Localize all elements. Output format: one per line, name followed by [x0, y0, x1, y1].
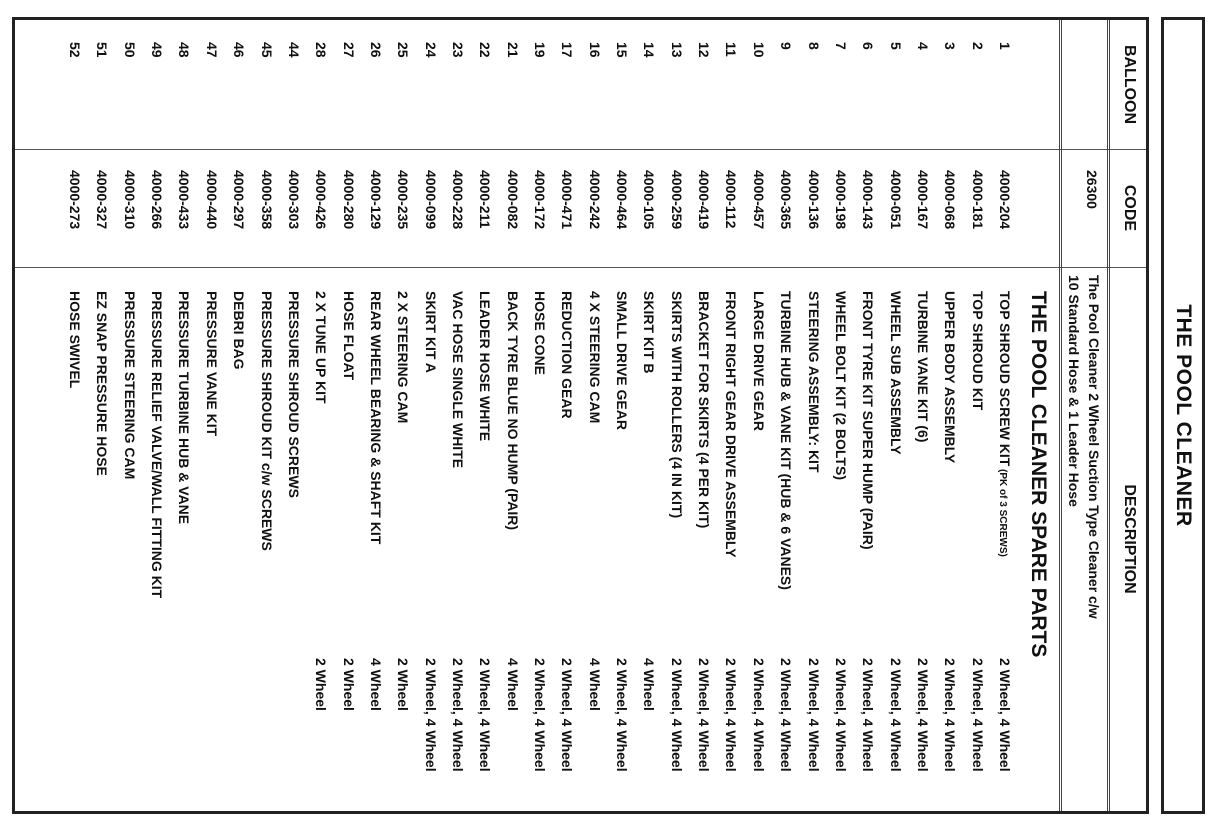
balloon-number: 7 [832, 42, 849, 50]
main-item-code: 26300 [1084, 170, 1100, 209]
part-code: 4000-297 [231, 170, 248, 230]
part-code: 4000-172 [532, 170, 549, 230]
parts-table [12, 17, 1149, 814]
balloon-number: 2 [969, 42, 986, 50]
balloon-number: 8 [805, 42, 822, 50]
part-description: TOP SHROUD KIT [969, 291, 986, 411]
column-divider [15, 267, 1146, 268]
part-code: 4000-259 [668, 170, 685, 230]
title-box [1161, 17, 1205, 814]
part-description: LARGE DRIVE GEAR [750, 291, 767, 432]
document-title: THE POOL CLEANER [1172, 304, 1195, 527]
part-description: SKIRT KIT B [641, 291, 658, 374]
balloon-number: 14 [641, 42, 658, 58]
balloon-number: 16 [586, 42, 603, 58]
balloon-number: 19 [532, 42, 549, 58]
part-applies-to: 2 Wheel, 4 Wheel [997, 658, 1013, 772]
part-description: DEBRI BAG [231, 291, 248, 370]
header-balloon: BALLOON [1121, 44, 1138, 125]
part-description: SKIRT KIT A [422, 291, 439, 373]
part-applies-to: 2 Wheel, 4 Wheel [450, 658, 466, 772]
balloon-number: 44 [285, 42, 302, 58]
part-code: 4000-129 [367, 170, 384, 230]
part-code: 4000-303 [285, 170, 302, 230]
part-description: HOSE FLOAT [340, 291, 357, 381]
part-code: 4000-112 [723, 170, 740, 229]
part-description: TURBINE HUB & VANE KIT (HUB & 6 VANES) [778, 291, 795, 590]
balloon-number: 45 [258, 42, 275, 58]
part-description: PRESSURE STEERING CAM [121, 291, 138, 480]
part-note: (PK of 3 SCREWS) [997, 466, 1008, 557]
balloon-number: 22 [477, 42, 494, 58]
part-code: 4000-136 [805, 170, 822, 230]
part-description: 4 X STEERING CAM [586, 291, 603, 424]
part-applies-to: 2 Wheel, 4 Wheel [614, 658, 631, 772]
part-applies-to: 4 Wheel [367, 658, 384, 711]
part-code: 4000-471 [559, 170, 576, 230]
part-description: WHEEL BOLT KIT (2 BOLTS) [832, 291, 849, 480]
part-code: 4000-433 [176, 170, 193, 230]
part-description: WHEEL SUB ASSEMBLY [887, 291, 904, 455]
part-code: 4000-228 [450, 170, 466, 230]
part-description: PRESSURE SHROUD SCREWS [285, 291, 302, 498]
part-applies-to: 2 Wheel, 4 Wheel [832, 658, 849, 772]
part-applies-to: 2 Wheel [340, 658, 357, 711]
part-description: UPPER BODY ASSEMBLY [942, 291, 959, 464]
part-applies-to: 2 Wheel, 4 Wheel [668, 658, 685, 772]
part-description: SKIRTS WITH ROLLERS (4 IN KIT) [668, 291, 685, 519]
part-code: 4000-204 [997, 170, 1013, 230]
part-code: 4000-426 [313, 170, 330, 230]
balloon-number: 26 [367, 42, 384, 58]
part-applies-to: 2 Wheel, 4 Wheel [723, 658, 740, 772]
part-code: 4000-068 [942, 170, 959, 230]
part-code: 4000-310 [121, 170, 138, 230]
part-code: 4000-099 [422, 170, 439, 230]
balloon-number: 1 [997, 42, 1013, 50]
part-description: 2 X TUNE UP KIT [313, 291, 330, 404]
part-applies-to: 2 Wheel [313, 658, 330, 711]
part-description: 2 X STEERING CAM [395, 291, 412, 424]
main-item-description [1064, 275, 1104, 619]
part-applies-to: 2 Wheel, 4 Wheel [942, 658, 959, 772]
column-divider [15, 149, 1146, 150]
balloon-number: 9 [778, 42, 795, 50]
part-description: HOSE SWIVEL [67, 291, 84, 389]
part-code: 4000-167 [914, 170, 931, 230]
part-description: SMALL DRIVE GEAR [614, 291, 631, 430]
part-code: 4000-464 [614, 170, 631, 230]
part-description: TOP SHROUD SCREW KIT (PK of 3 SCREWS) [997, 291, 1013, 557]
part-description: STEERING ASSEMBLY: KIT [805, 291, 822, 473]
balloon-number: 50 [121, 42, 138, 58]
balloon-number: 3 [942, 42, 959, 50]
part-applies-to: 2 Wheel, 4 Wheel [696, 658, 713, 772]
part-code: 4000-280 [340, 170, 357, 230]
part-applies-to: 2 Wheel, 4 Wheel [860, 658, 877, 772]
part-applies-to: 2 Wheel, 4 Wheel [914, 658, 931, 772]
part-code: 4000-242 [586, 170, 603, 230]
part-applies-to: 4 Wheel [641, 658, 658, 711]
part-description: EZ SNAP PRESSURE HOSE [94, 291, 111, 476]
part-code: 4000-365 [778, 170, 795, 230]
main-item-description-line: The Pool Cleaner 2 Wheel Suction Type Cleaner c/w [1086, 275, 1102, 619]
balloon-number: 49 [149, 42, 166, 58]
part-applies-to: 2 Wheel [395, 658, 412, 711]
part-applies-to: 2 Wheel, 4 Wheel [778, 658, 795, 772]
part-description: FRONT RIGHT GEAR DRIVE ASSEMBLY [723, 291, 740, 558]
header-separator [1056, 20, 1062, 811]
part-code: 4000-457 [750, 170, 767, 230]
balloon-number: 21 [504, 42, 521, 58]
part-description: VAC HOSE SINGLE WHITE [450, 291, 466, 469]
part-description: REDUCTION GEAR [559, 291, 576, 419]
part-code: 4000-143 [860, 170, 877, 230]
balloon-number: 6 [860, 42, 877, 50]
balloon-number: 11 [723, 42, 740, 57]
header-description: DESCRIPTION [1121, 484, 1138, 594]
balloon-number: 23 [450, 42, 466, 58]
balloon-number: 12 [696, 42, 713, 58]
part-applies-to: 2 Wheel, 4 Wheel [887, 658, 904, 772]
part-code: 4000-105 [641, 170, 658, 230]
balloon-number: 25 [395, 42, 412, 58]
part-applies-to: 2 Wheel, 4 Wheel [422, 658, 439, 772]
main-item-description-line: 10 Standard Hose & 1 Leader Hose [1066, 275, 1082, 507]
balloon-number: 27 [340, 42, 357, 58]
header-code: CODE [1121, 184, 1138, 232]
part-applies-to: 2 Wheel, 4 Wheel [559, 658, 576, 772]
part-description: BACK TYRE BLUE NO HUMP (PAIR) [504, 291, 521, 531]
balloon-number: 13 [668, 42, 685, 58]
part-applies-to: 2 Wheel, 4 Wheel [805, 658, 822, 772]
balloon-number: 15 [614, 42, 631, 58]
part-code: 4000-358 [258, 170, 275, 230]
balloon-number: 52 [67, 42, 84, 58]
part-code: 4000-419 [696, 170, 713, 230]
part-code: 4000-082 [504, 170, 521, 230]
part-code: 4000-235 [395, 170, 412, 230]
part-code: 4000-198 [832, 170, 849, 230]
part-description: BRACKET FOR SKIRTS (4 PER KIT) [696, 291, 713, 529]
part-description: TURBINE VANE KIT (6) [914, 291, 931, 443]
balloon-number: 51 [94, 42, 111, 58]
part-description: LEADER HOSE WHITE [477, 291, 494, 442]
section-title: THE POOL CLEANER SPARE PARTS [1027, 291, 1050, 658]
balloon-number: 48 [176, 42, 193, 58]
part-description: PRESSURE VANE KIT [203, 291, 220, 437]
balloon-number: 28 [313, 42, 330, 58]
balloon-number: 10 [750, 42, 767, 58]
part-applies-to: 2 Wheel, 4 Wheel [532, 658, 549, 772]
part-applies-to: 4 Wheel [586, 658, 603, 711]
header-separator [1104, 20, 1110, 811]
balloon-number: 17 [559, 42, 576, 58]
part-code: 4000-273 [67, 170, 84, 230]
part-applies-to: 2 Wheel, 4 Wheel [477, 658, 494, 772]
part-description: REAR WHEEL BEARING & SHAFT KIT [367, 291, 384, 545]
part-applies-to: 2 Wheel, 4 Wheel [750, 658, 767, 772]
part-description: PRESSURE TURBINE HUB & VANE [176, 291, 193, 525]
balloon-number: 47 [203, 42, 220, 58]
part-code: 4000-440 [203, 170, 220, 230]
part-applies-to: 4 Wheel [504, 658, 521, 711]
part-code: 4000-327 [94, 170, 111, 230]
part-description: PRESSURE SHROUD KIT c/w SCREWS [258, 291, 275, 551]
part-applies-to: 2 Wheel, 4 Wheel [969, 658, 986, 772]
part-code: 4000-051 [887, 170, 904, 230]
balloon-number: 24 [422, 42, 439, 58]
balloon-number: 4 [914, 42, 931, 50]
part-description: FRONT TYRE KIT SUPER HUMP (PAIR) [860, 291, 877, 550]
part-description: PRESSURE RELIEF VALVE/WALL FITTING KIT [149, 291, 166, 599]
part-code: 4000-211 [477, 170, 494, 229]
balloon-number: 46 [231, 42, 248, 58]
part-code: 4000-266 [149, 170, 166, 230]
part-description: HOSE CONE [532, 291, 549, 376]
part-code: 4000-181 [969, 170, 986, 230]
balloon-number: 5 [887, 42, 904, 50]
